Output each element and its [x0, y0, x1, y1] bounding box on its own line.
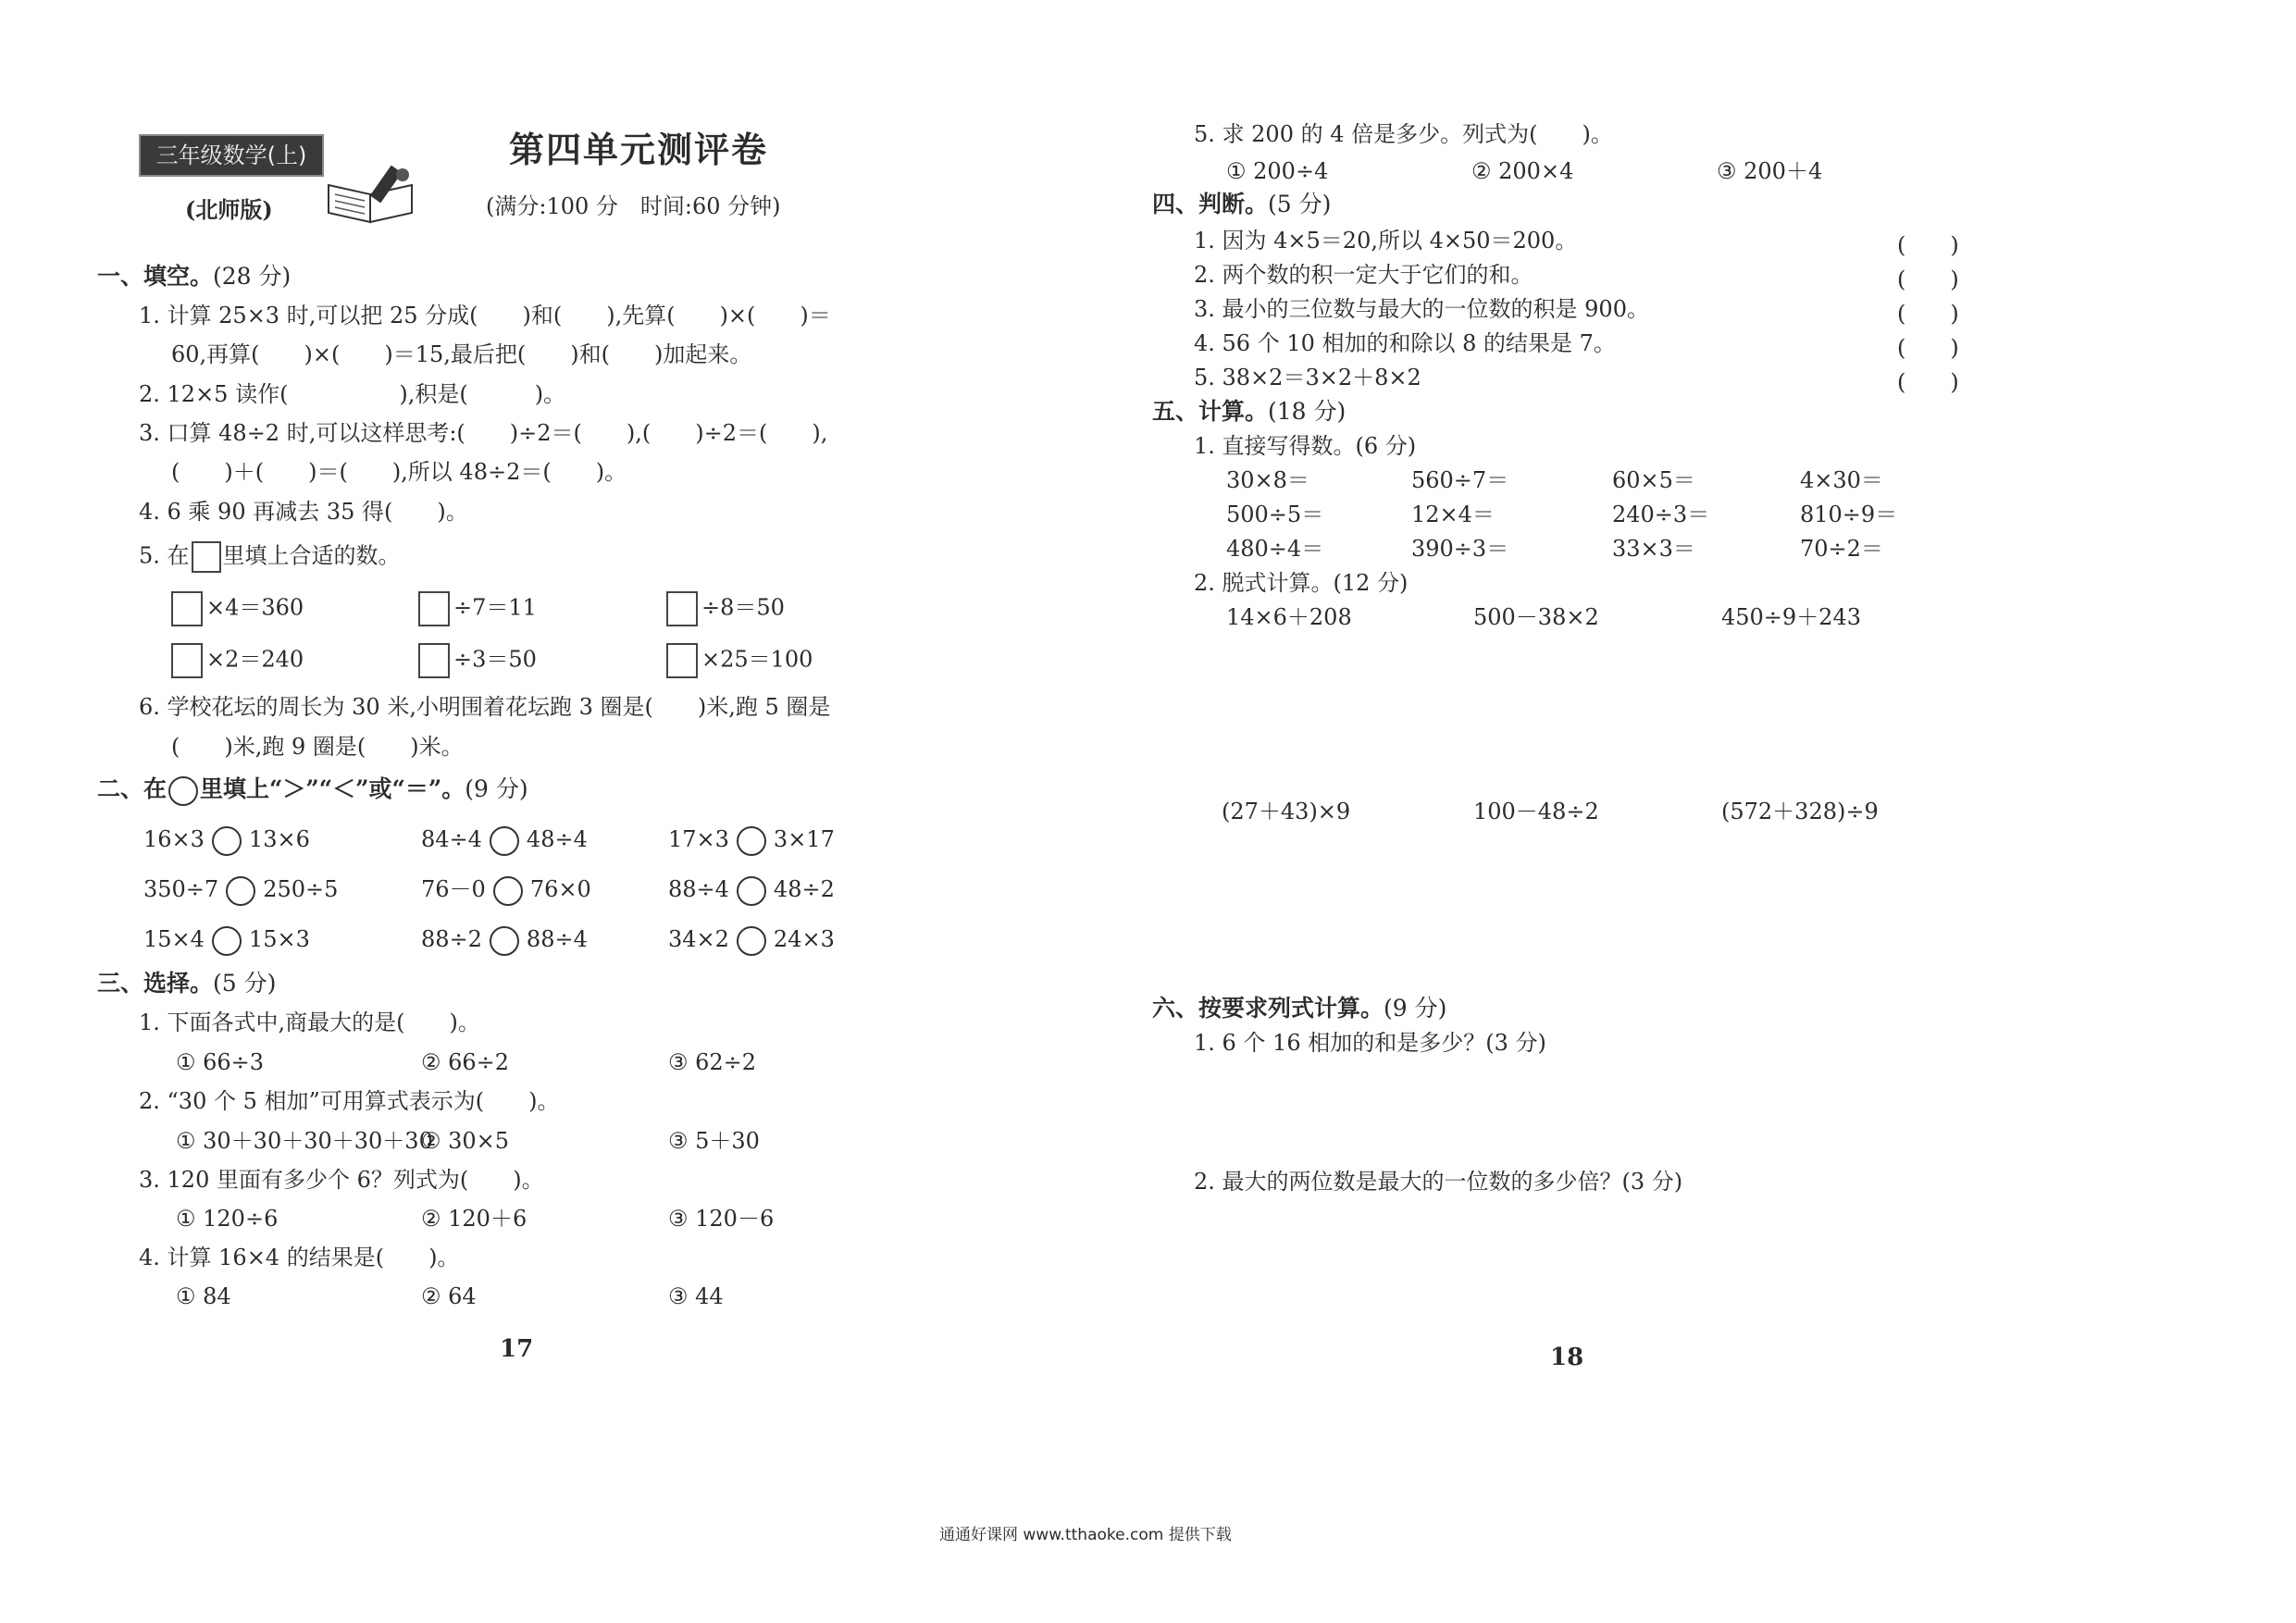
compare-right: 3×17 — [773, 826, 835, 852]
s1-q5-item — [418, 591, 537, 626]
s1-q1-line1: 1. 计算 25×3 时,可以把 25 分成( )和( ),先算( )×( )＝ — [139, 303, 831, 328]
s4-item: 1. 因为 4×5＝20,所以 4×50＝200。 — [1194, 228, 1578, 254]
s5-sub2: 2. 脱式计算。(12 分) — [1194, 570, 1409, 596]
compare-right: 250÷5 — [263, 876, 339, 902]
s1-q3-line2: ( )＋( )＝( ),所以 48÷2＝( )。 — [171, 459, 627, 485]
s1-q5-item-text: ×25＝100 — [701, 646, 813, 673]
compare-left: 88÷4 — [668, 876, 729, 902]
step-calc: 14×6＋208 — [1226, 604, 1352, 630]
s3-q1-option: ① 66÷3 — [176, 1049, 265, 1075]
s1-q5-item-text: ×2＝240 — [206, 646, 304, 673]
s3-q5-option: ③ 200＋4 — [1717, 158, 1823, 184]
compare-left: 88÷2 — [421, 926, 482, 952]
compare-item — [668, 925, 835, 956]
judge-bracket: ( ) — [1897, 369, 1959, 395]
section-2-title-prefix: 二、在 — [97, 775, 168, 802]
grade-badge: 三年级数学(上) — [139, 134, 324, 177]
s1-q5-item-text: ÷8＝50 — [701, 594, 785, 621]
compare-circle — [490, 826, 519, 856]
direct-calc: 560÷7＝ — [1411, 467, 1509, 493]
compare-right: 24×3 — [773, 926, 835, 952]
s3-q4-option: ② 64 — [421, 1283, 477, 1309]
section-4-heading — [1152, 191, 1331, 218]
direct-calc: 480÷4＝ — [1226, 536, 1324, 562]
compare-left: 17×3 — [668, 826, 729, 852]
answer-box — [171, 643, 203, 678]
section-1-title: 一、填空。 — [97, 263, 214, 290]
compare-item — [668, 875, 835, 906]
s1-q5-suffix: 里填上合适的数。 — [222, 542, 401, 569]
direct-calc: 500÷5＝ — [1226, 502, 1324, 527]
compare-circle — [737, 876, 766, 906]
section-1-heading — [97, 263, 291, 291]
section-3-title: 三、选择。 — [97, 970, 214, 997]
section-5-heading — [1152, 398, 1346, 426]
edition-label: (北师版) — [185, 196, 273, 223]
section-1-points: (28 分) — [213, 263, 292, 290]
s1-q5 — [139, 541, 401, 573]
s1-q5-item-text: ÷7＝11 — [453, 594, 537, 621]
direct-calc: 240÷3＝ — [1612, 502, 1710, 527]
judge-bracket: ( ) — [1897, 232, 1959, 258]
section-2-heading — [97, 775, 528, 806]
compare-circle — [490, 926, 519, 956]
direct-calc: 4×30＝ — [1800, 467, 1883, 493]
direct-calc: 390÷3＝ — [1411, 536, 1509, 562]
compare-item — [421, 875, 591, 906]
step-calc: 450÷9＋243 — [1721, 604, 1861, 630]
compare-circle — [493, 876, 523, 906]
compare-circle — [226, 876, 255, 906]
page-right — [1148, 0, 2296, 1623]
compare-right: 13×6 — [248, 826, 310, 852]
compare-item — [143, 825, 310, 856]
s6-q1: 1. 6 个 16 相加的和是多少？(3 分) — [1194, 1030, 1546, 1056]
compare-circle — [737, 826, 766, 856]
compare-left: 350÷7 — [143, 876, 219, 902]
compare-left: 15×4 — [143, 926, 205, 952]
s4-item: 4. 56 个 10 相加的和除以 8 的结果是 7。 — [1194, 330, 1616, 356]
book-pencil-icon — [324, 162, 426, 227]
compare-item — [668, 825, 835, 856]
s1-q6-line2: ( )米,跑 9 圈是( )米。 — [171, 734, 464, 760]
step-calc: 500－38×2 — [1473, 604, 1599, 630]
s1-q5-item — [171, 643, 304, 678]
compare-right: 15×3 — [248, 926, 310, 952]
s3-q5-option: ② 200×4 — [1471, 158, 1574, 184]
s1-q5-item — [666, 643, 813, 678]
s1-q5-prefix: 5. 在 — [139, 542, 190, 569]
s1-q5-item-text: ×4＝360 — [206, 594, 304, 621]
s3-q3-option: ① 120÷6 — [176, 1206, 279, 1232]
exam-meta: (满分:100 分 时间:60 分钟) — [486, 193, 781, 219]
blank-box — [192, 541, 221, 573]
section-6-points: (9 分) — [1384, 995, 1447, 1022]
s3-q2: 2. “30 个 5 相加”可用算式表示为( )。 — [139, 1088, 560, 1114]
s3-q4-option: ① 84 — [176, 1283, 231, 1309]
section-4-points: (5 分) — [1268, 191, 1332, 217]
judge-bracket: ( ) — [1897, 301, 1959, 327]
direct-calc: 60×5＝ — [1612, 467, 1695, 493]
compare-item — [143, 925, 310, 956]
compare-circle — [737, 926, 766, 956]
s3-q4-option: ③ 44 — [668, 1283, 724, 1309]
s1-q3-line1: 3. 口算 48÷2 时,可以这样思考:( )÷2＝( ),( )÷2＝( ), — [139, 420, 828, 446]
answer-box — [666, 591, 698, 626]
s3-q3-option: ② 120＋6 — [421, 1206, 527, 1232]
s5-sub1: 1. 直接写得数。(6 分) — [1194, 433, 1417, 459]
step-calc: 100－48÷2 — [1473, 799, 1599, 824]
section-3-points: (5 分) — [213, 970, 277, 997]
s1-q2: 2. 12×5 读作( ),积是( )。 — [139, 381, 566, 407]
judge-bracket: ( ) — [1897, 266, 1959, 292]
s1-q5-item — [666, 591, 785, 626]
section-2-title-suffix: 里填上“＞”“＜”或“＝”。 — [200, 775, 465, 802]
s3-q1-option: ③ 62÷2 — [668, 1049, 757, 1075]
s1-q5-item — [418, 643, 537, 678]
page-number: 18 — [1550, 1344, 1584, 1371]
section-6-heading — [1152, 995, 1446, 1022]
s6-q2: 2. 最大的两位数是最大的一位数的多少倍？(3 分) — [1194, 1169, 1683, 1195]
s1-q1-line2: 60,再算( )×( )＝15,最后把( )和( )加起来。 — [171, 341, 752, 367]
direct-calc: 810÷9＝ — [1800, 502, 1898, 527]
compare-right: 88÷4 — [526, 926, 588, 952]
direct-calc: 12×4＝ — [1411, 502, 1495, 527]
compare-circle — [212, 826, 242, 856]
s4-item: 3. 最小的三位数与最大的一位数的积是 900。 — [1194, 296, 1649, 322]
direct-calc: 33×3＝ — [1612, 536, 1695, 562]
section-5-title: 五、计算。 — [1152, 398, 1269, 425]
compare-left: 16×3 — [143, 826, 205, 852]
s3-q1: 1. 下面各式中,商最大的是( )。 — [139, 1010, 480, 1035]
s3-q3-option: ③ 120－6 — [668, 1206, 775, 1232]
compare-item — [421, 925, 588, 956]
compare-item — [421, 825, 588, 856]
s4-item: 2. 两个数的积一定大于它们的和。 — [1194, 262, 1533, 288]
compare-left: 84÷4 — [421, 826, 482, 852]
direct-calc: 30×8＝ — [1226, 467, 1309, 493]
compare-left: 34×2 — [668, 926, 729, 952]
compare-left: 76－0 — [421, 876, 486, 902]
section-2-points: (9 分) — [465, 775, 528, 802]
s1-q5-item — [171, 591, 304, 626]
s1-q6-line1: 6. 学校花坛的周长为 30 米,小明围着花坛跑 3 圈是( )米,跑 5 圈是 — [139, 694, 831, 720]
s1-q5-item-text: ÷3＝50 — [453, 646, 537, 673]
step-calc: (27＋43)×9 — [1222, 799, 1351, 824]
compare-circle — [168, 776, 198, 806]
section-5-points: (18 分) — [1268, 398, 1347, 425]
s3-q1-option: ② 66÷2 — [421, 1049, 510, 1075]
s3-q4: 4. 计算 16×4 的结果是( )。 — [139, 1245, 460, 1270]
section-3-heading — [97, 970, 276, 997]
s3-q2-option: ① 30＋30＋30＋30＋30 — [176, 1128, 433, 1154]
s3-q5: 5. 求 200 的 4 倍是多少。列式为( )。 — [1194, 121, 1613, 147]
page-title: 第四单元测评卷 — [509, 129, 769, 170]
page-number: 17 — [500, 1335, 534, 1363]
compare-right: 76×0 — [529, 876, 591, 902]
answer-box — [666, 643, 698, 678]
answer-box — [418, 643, 450, 678]
answer-box — [171, 591, 203, 626]
compare-right: 48÷4 — [526, 826, 588, 852]
s3-q2-option: ② 30×5 — [421, 1128, 510, 1154]
compare-item — [143, 875, 338, 906]
compare-right: 48÷2 — [773, 876, 835, 902]
judge-bracket: ( ) — [1897, 335, 1959, 361]
answer-box — [418, 591, 450, 626]
section-4-title: 四、判断。 — [1152, 191, 1269, 217]
direct-calc: 70÷2＝ — [1800, 536, 1883, 562]
s1-q4: 4. 6 乘 90 再减去 35 得( )。 — [139, 499, 468, 525]
compare-circle — [212, 926, 242, 956]
s3-q2-option: ③ 5＋30 — [668, 1128, 760, 1154]
section-6-title: 六、按要求列式计算。 — [1152, 995, 1384, 1022]
s3-q5-option: ① 200÷4 — [1226, 158, 1329, 184]
step-calc: (572＋328)÷9 — [1721, 799, 1879, 824]
s3-q3: 3. 120 里面有多少个 6？列式为( )。 — [139, 1167, 544, 1193]
s4-item: 5. 38×2＝3×2＋8×2 — [1194, 365, 1421, 390]
footer-credit: 通通好课网 www.tthaoke.com 提供下载 — [939, 1526, 1232, 1544]
